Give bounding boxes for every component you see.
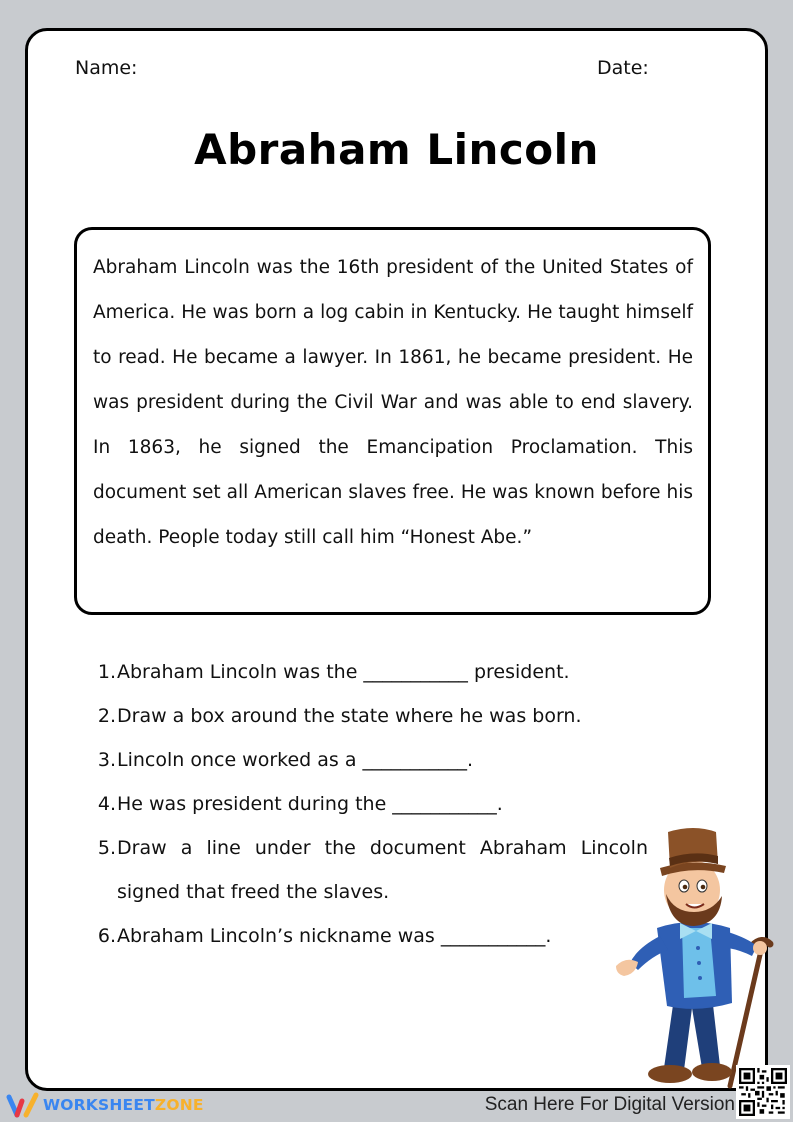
question-text: Abraham Lincoln’s nickname was ___________. xyxy=(117,925,552,947)
question-item xyxy=(88,650,648,694)
question-number: 5. xyxy=(97,837,116,859)
name-label: Name: xyxy=(75,57,138,79)
question-number: 2. xyxy=(97,705,116,727)
scan-label: Scan Here For Digital Version xyxy=(484,1094,735,1115)
question-number: 6. xyxy=(97,925,116,947)
question-item xyxy=(88,914,648,958)
worksheetzone-logo-icon xyxy=(6,1091,40,1119)
lincoln-illustration xyxy=(612,828,777,1093)
question-list xyxy=(88,650,648,958)
question-number: 1. xyxy=(97,661,116,683)
question-item xyxy=(88,738,648,782)
date-label: Date: xyxy=(597,57,649,79)
question-number: 3. xyxy=(97,749,116,771)
qr-code-icon[interactable] xyxy=(736,1065,790,1119)
question-text: Abraham Lincoln was the ___________ president. xyxy=(117,661,570,683)
page-title: Abraham Lincoln xyxy=(194,125,599,174)
question-text: Lincoln once worked as a ___________. xyxy=(117,749,474,771)
question-text: Draw a line under the document Abraham Lincoln signed that freed the slaves. xyxy=(117,837,648,903)
question-text: He was president during the ___________. xyxy=(117,793,503,815)
question-item xyxy=(88,826,648,914)
question-item xyxy=(88,782,648,826)
question-item xyxy=(88,694,648,738)
question-text: Draw a box around the state where he was born. xyxy=(117,705,582,727)
worksheetzone-logo[interactable] xyxy=(6,1090,204,1120)
brand-name: WORKSHEETZONE xyxy=(43,1096,204,1114)
reading-passage: Abraham Lincoln was the 16th president of the United States of America. He was born a log cabin in Kentucky. He taught himself to read. He became a lawyer. In 1861, he became president. He was president during the Civil War and was able to end slavery. In 1863, he signed the Emancipation Proclamation. This document set all American slaves free. He was known before his death. People today still call him “Honest Abe.” xyxy=(93,257,693,548)
question-number: 4. xyxy=(97,793,116,815)
